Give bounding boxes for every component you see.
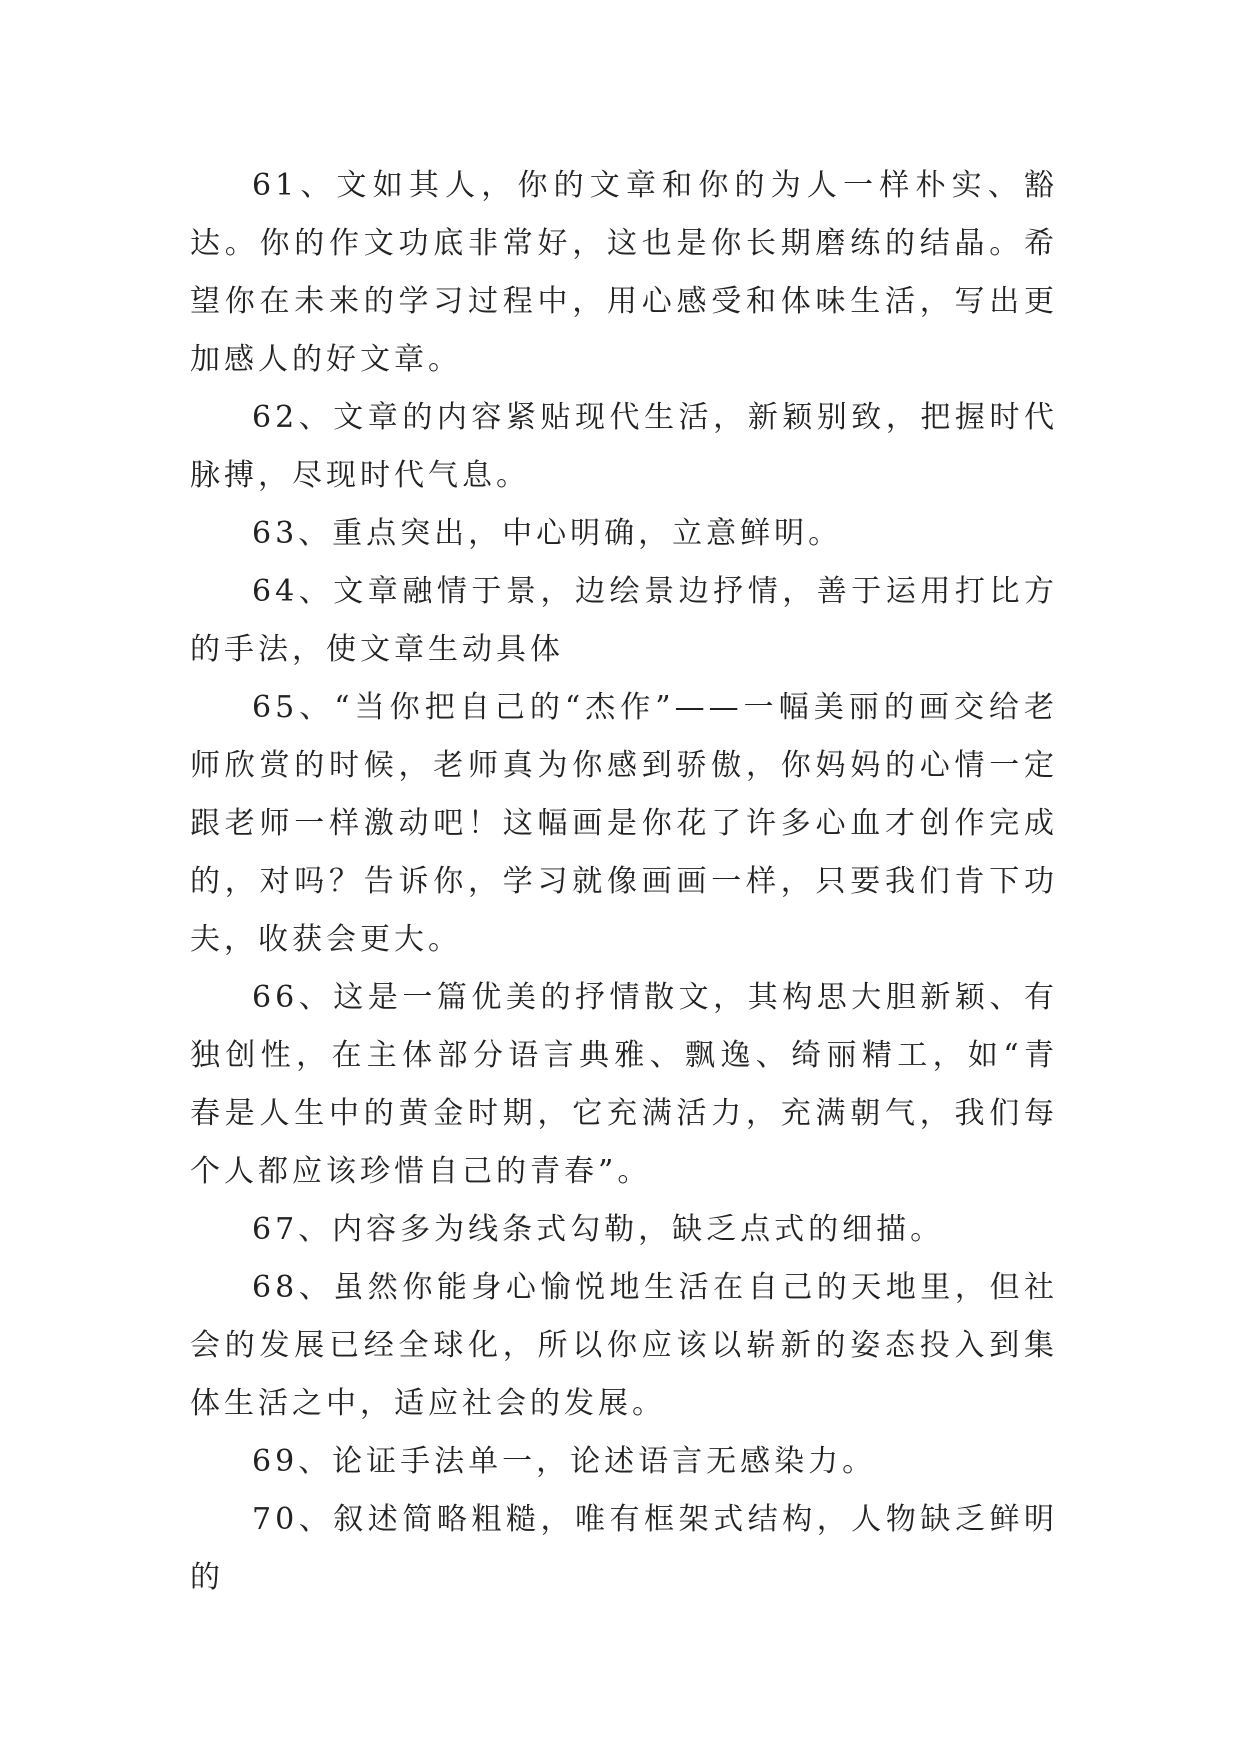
document-body [190,157,1058,1607]
paragraph-61: 61、文如其人，你的文章和你的为人一样朴实、豁达。你的作文功底非常好，这也是你长期磨练的结晶。希望你在未来的学习过程中，用心感受和体味生活，写出更加感人的好文章。 [190,168,1058,377]
paragraph-64: 64、文章融情于景，边绘景边抒情，善于运用打比方的手法，使文章生动具体 [190,574,1058,667]
paragraph-66: 66、这是一篇优美的抒情散文，其构思大胆新颖、有独创性，在主体部分语言典雅、飘逸、绮丽精工，如“青春是人生中的黄金时期，它充满活力，充满朝气，我们每个人都应该珍惜自己的青春”。 [190,980,1058,1189]
paragraph-63: 63、重点突出，中心明确，立意鲜明。 [252,516,843,551]
paragraph-70: 70、叙述简略粗糙，唯有框架式结构，人物缺乏鲜明的 [190,1502,1058,1595]
paragraph-65: 65、“当你把自己的“杰作”——一幅美丽的画交给老师欣赏的时候，老师真为你感到骄傲，你妈妈的心情一定跟老师一样激动吧！这幅画是你花了许多心血才创作完成的，对吗？告诉你，学习就像画画一样，只要我们肯下功夫，收获会更大。 [190,690,1058,957]
paragraph-69: 69、论证手法单一，论述语言无感染力。 [252,1444,877,1479]
paragraph-68: 68、虽然你能身心愉悦地生活在自己的天地里，但社会的发展已经全球化，所以你应该以崭新的姿态投入到集体生活之中，适应社会的发展。 [190,1270,1058,1421]
paragraph-67: 67、内容多为线条式勾勒，缺乏点式的细描。 [252,1212,945,1247]
paragraph-62: 62、文章的内容紧贴现代生活，新颖别致，把握时代脉搏，尽现时代气息。 [190,400,1058,493]
